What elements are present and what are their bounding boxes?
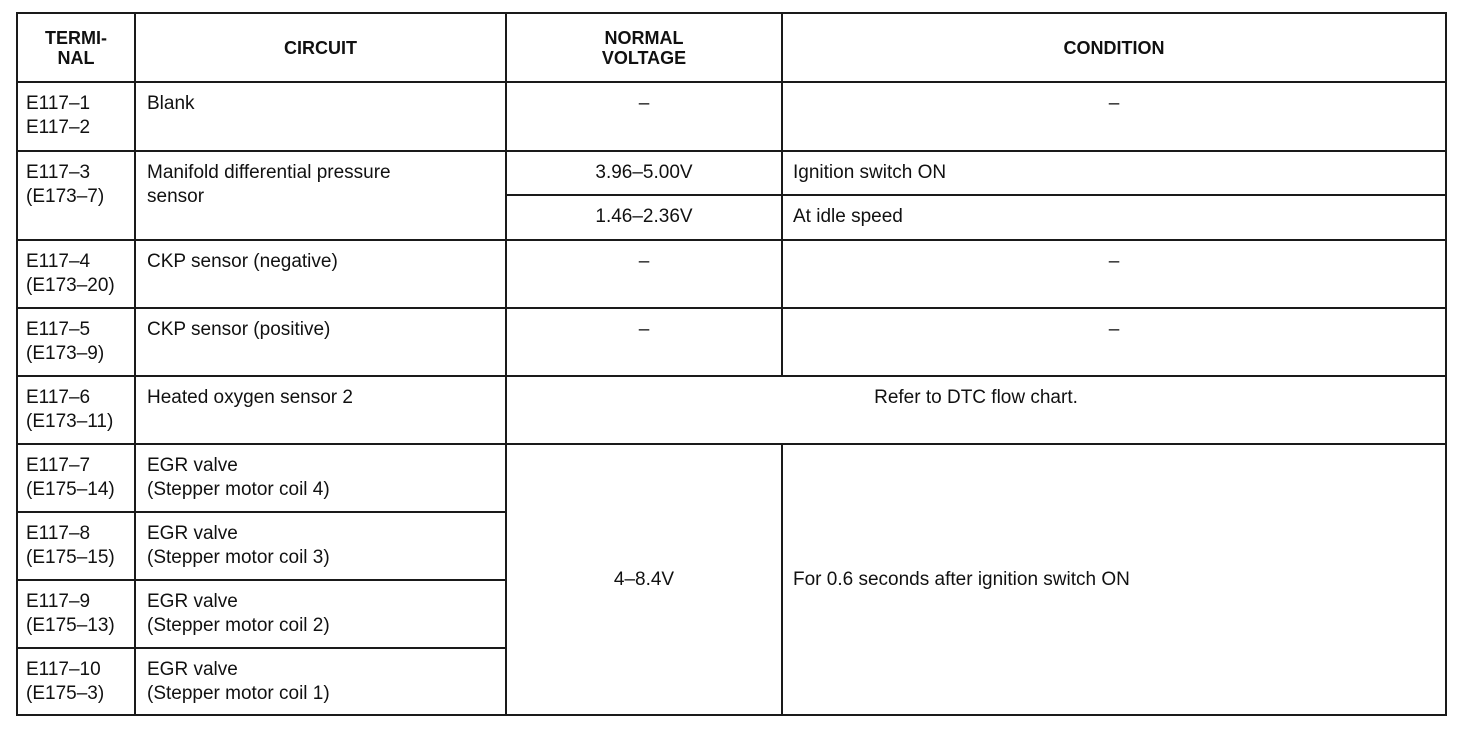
circuit-cell: EGR valve (Stepper motor coil 1) (135, 648, 506, 715)
condition-cell: Ignition switch ON (782, 151, 1446, 195)
table-row (17, 376, 1446, 444)
terminal-cell: E117–3 (E173–7) (17, 151, 135, 240)
voltage-cell: 3.96–5.00V (506, 151, 782, 195)
circuit-cell: Manifold differential pressure sensor (135, 151, 506, 240)
voltage-cell: – (506, 82, 782, 151)
terminal-cell: E117–4 (E173–20) (17, 240, 135, 308)
voltage-cell: 1.46–2.36V (506, 195, 782, 240)
condition-cell: – (782, 240, 1446, 308)
circuit-cell: EGR valve (Stepper motor coil 2) (135, 580, 506, 648)
header-normal-voltage: NORMAL VOLTAGE (506, 13, 782, 82)
table-row (17, 444, 1446, 512)
terminal-cell: E117–5 (E173–9) (17, 308, 135, 376)
table-row (17, 240, 1446, 308)
header-circuit: CIRCUIT (135, 13, 506, 82)
terminal-cell: E117–9 (E175–13) (17, 580, 135, 648)
table-row (17, 151, 1446, 195)
terminal-cell: E117–10 (E175–3) (17, 648, 135, 715)
terminal-voltage-table (16, 12, 1447, 716)
condition-cell: – (782, 308, 1446, 376)
voltage-cell: – (506, 240, 782, 308)
condition-cell: At idle speed (782, 195, 1446, 240)
header-terminal: TERMI- NAL (17, 13, 135, 82)
circuit-cell: EGR valve (Stepper motor coil 4) (135, 444, 506, 512)
circuit-cell: CKP sensor (negative) (135, 240, 506, 308)
header-condition: CONDITION (782, 13, 1446, 82)
terminal-cell: E117–1 E117–2 (17, 82, 135, 151)
circuit-cell: CKP sensor (positive) (135, 308, 506, 376)
table-row (17, 308, 1446, 376)
terminal-cell: E117–8 (E175–15) (17, 512, 135, 580)
condition-cell: – (782, 82, 1446, 151)
merged-note-cell: Refer to DTC flow chart. (506, 376, 1446, 444)
circuit-cell: EGR valve (Stepper motor coil 3) (135, 512, 506, 580)
table-header-row (17, 13, 1446, 82)
circuit-cell: Blank (135, 82, 506, 151)
egr-condition-cell: For 0.6 seconds after ignition switch ON (782, 444, 1446, 715)
terminal-cell: E117–7 (E175–14) (17, 444, 135, 512)
voltage-cell: – (506, 308, 782, 376)
table-row (17, 82, 1446, 151)
terminal-cell: E117–6 (E173–11) (17, 376, 135, 444)
egr-voltage-cell: 4–8.4V (506, 444, 782, 715)
circuit-cell: Heated oxygen sensor 2 (135, 376, 506, 444)
